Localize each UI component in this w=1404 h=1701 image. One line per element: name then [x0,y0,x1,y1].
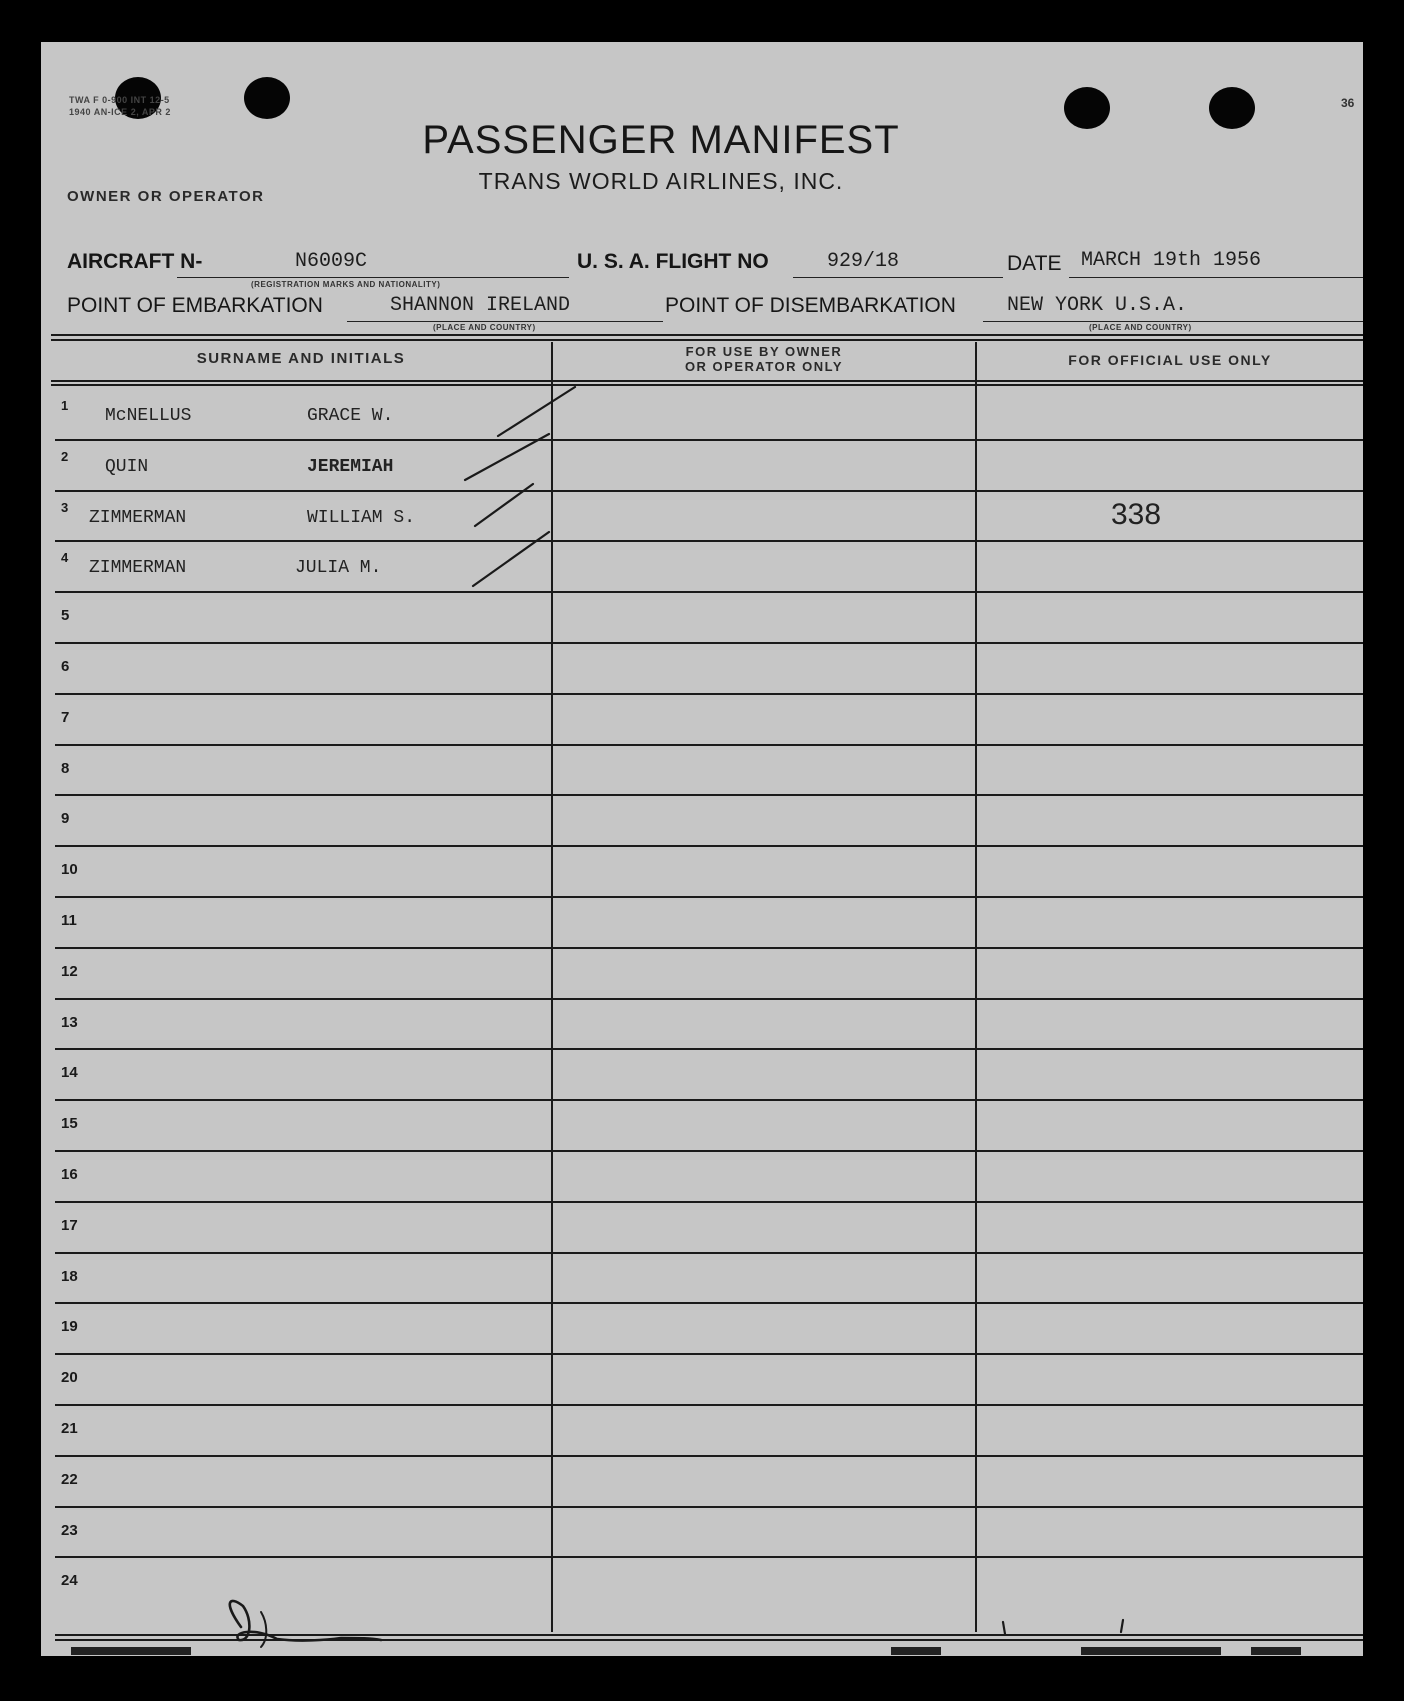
surname-column-header: SURNAME AND INITIALS [196,350,406,367]
company-name: TRANS WORLD AIRLINES, INC. [478,168,844,194]
official-use-column-header: FOR OFFICIAL USE ONLY [1068,352,1272,368]
row-number: 20 [61,1369,78,1387]
owner-label: OWNER OR OPERATOR [67,188,265,205]
form-code: TWA F 0-900 INT 12-5 1940 AN-ICE 2, APR 2 [69,95,171,117]
row-number: 12 [61,962,78,980]
disembark-note: (PLACE AND COUNTRY) [1089,323,1192,332]
passenger-initials: JULIA M. [295,558,382,579]
aircraft-value: N6009C [295,250,368,273]
row-number: 21 [61,1420,78,1437]
flight-label: U. S. A. FLIGHT NO [577,250,769,273]
row-number: 18 [61,1267,78,1285]
manifest-sheet [41,42,1363,1656]
embark-value: SHANNON IRELAND [390,294,571,317]
passenger-surname: McNELLUS [105,406,192,426]
passenger-initials: JEREMIAH [307,456,394,477]
row-number: 16 [61,1166,78,1183]
official-use-value: 338 [1111,497,1162,531]
date-value: MARCH 19th 1956 [1081,249,1262,272]
row-number: 19 [61,1318,78,1336]
pen-marks [41,42,1363,1656]
date-label: DATE [1007,252,1062,275]
passenger-surname: ZIMMERMAN [89,558,187,579]
passenger-initials: GRACE W. [307,406,394,426]
row-number: 8 [61,759,70,777]
row-number: 2 [61,448,69,464]
disembark-value: NEW YORK U.S.A. [1007,294,1188,317]
row-number: 22 [61,1470,78,1488]
passenger-initials: WILLIAM S. [307,507,416,528]
row-number: 4 [61,550,69,566]
row-number: 1 [61,398,69,413]
row-number: 9 [61,810,70,828]
row-number: 3 [61,499,69,515]
row-number: 23 [61,1521,78,1539]
flight-value: 929/18 [827,250,900,273]
row-number: 24 [61,1572,78,1590]
row-number: 13 [61,1013,78,1031]
row-number: 15 [61,1115,78,1133]
passenger-surname: ZIMMERMAN [89,507,187,528]
row-number: 14 [61,1064,78,1082]
embark-label: POINT OF EMBARKATION [67,294,323,317]
row-number: 5 [61,607,70,625]
owner-use-column-header: FOR USE BY OWNER OR OPERATOR ONLY [684,344,844,374]
page-title: PASSENGER MANIFEST [422,118,900,162]
passenger-surname: QUIN [105,456,149,477]
corner-number: 36 [1341,96,1355,110]
disembark-label: POINT OF DISEMBARKATION [665,294,956,317]
row-number: 10 [61,861,78,879]
embark-note: (PLACE AND COUNTRY) [433,323,536,332]
row-number: 7 [61,708,70,726]
row-number: 6 [61,658,70,675]
row-number: 17 [61,1216,78,1234]
row-number: 11 [61,912,77,929]
aircraft-label: AIRCRAFT N- [67,250,203,273]
aircraft-note: (REGISTRATION MARKS AND NATIONALITY) [251,280,441,289]
